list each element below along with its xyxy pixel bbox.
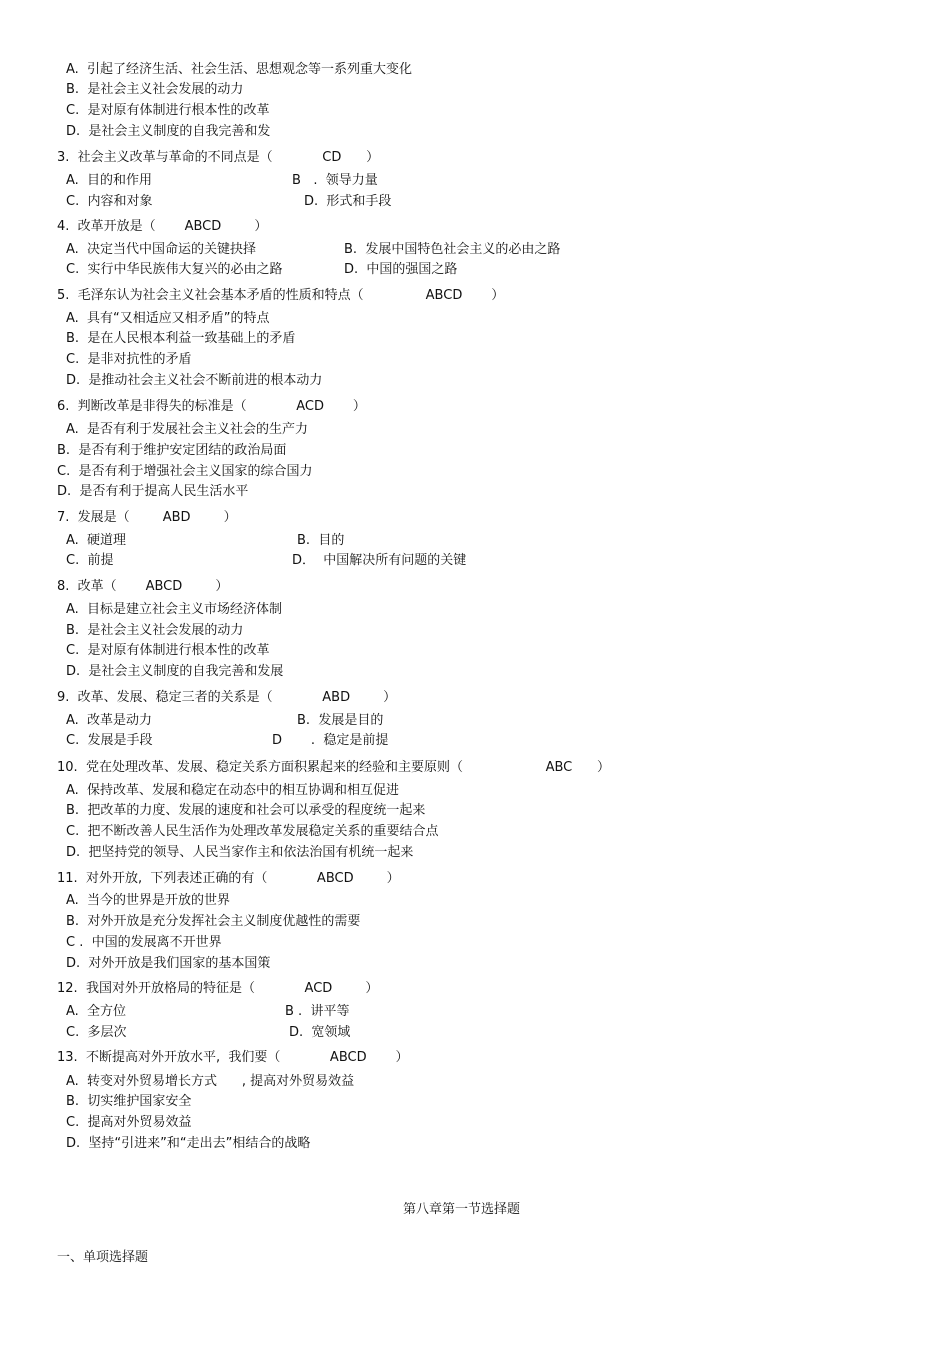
text-line-q5: 5. 毛泽东认为社会主义社会基本矛盾的性质和特点（ ABCD ） [57, 288, 505, 303]
text-line-q8a: A. 目标是建立社会主义市场经济体制 [66, 602, 283, 617]
text-line-q8d: D. 是社会主义制度的自我完善和发展 [66, 664, 284, 679]
text-line-q11a: A. 当今的世界是开放的世界 [66, 893, 231, 908]
text-line-q4b: B. 发展中国特色社会主义的必由之路 [344, 242, 561, 257]
text-line-q6a: A. 是否有利于发展社会主义社会的生产力 [66, 422, 309, 437]
text-line-q13a: A. 转变对外贸易增长方式 , 提高对外贸易效益 [66, 1074, 355, 1089]
text-line-q3b: B . 领导力量 [292, 173, 378, 188]
text-line-q3: 3. 社会主义改革与革命的不同点是（ CD ） [57, 150, 380, 165]
text-line-q11b: B. 对外开放是充分发挥社会主义制度优越性的需要 [66, 914, 361, 929]
text-line-q4a: A. 决定当代中国命运的关键抉择 [66, 242, 257, 257]
text-line-q12d: D. 宽领域 [289, 1025, 351, 1040]
text-line-q6d: D. 是否有利于提高人民生活水平 [57, 484, 249, 499]
text-line-q13: 13. 不断提高对外开放水平, 我们要（ ABCD ） [57, 1050, 409, 1065]
text-line-q10a: A. 保持改革、发展和稳定在动态中的相互协调和相互促进 [66, 783, 400, 798]
text-line-q7: 7. 发展是（ ABD ） [57, 510, 237, 525]
text-line-q10c: C. 把不断改善人民生活作为处理改革发展稳定关系的重要结合点 [66, 824, 439, 839]
text-line-q9: 9. 改革、发展、稳定三者的关系是（ ABD ） [57, 690, 397, 705]
text-line-q4: 4. 改革开放是（ ABCD ） [57, 219, 268, 234]
text-line-q13c: C. 提高对外贸易效益 [66, 1115, 192, 1130]
text-line-q3c: C. 内容和对象 [66, 194, 153, 209]
text-line-q10: 10. 党在处理改革、发展、稳定关系方面积累起来的经验和主要原则（ ABC ） [57, 760, 611, 775]
text-line-l1: A. 引起了经济生活、社会生活、思想观念等一系列重大变化 [66, 62, 413, 77]
text-line-q9a: A. 改革是动力 [66, 713, 153, 728]
text-line-q12c: C. 多层次 [66, 1025, 127, 1040]
text-line-chap: 第八章第一节选择题 [403, 1202, 521, 1217]
text-line-q5d: D. 是推动社会主义社会不断前进的根本动力 [66, 373, 323, 388]
text-line-q9d: D . 稳定是前提 [272, 733, 389, 748]
text-line-q12a: A. 全方位 [66, 1004, 127, 1019]
text-line-q6c: C. 是否有利于增强社会主义国家的综合国力 [57, 464, 313, 479]
text-line-q13b: B. 切实维护国家安全 [66, 1094, 192, 1109]
text-line-q7c: C. 前提 [66, 553, 114, 568]
text-line-q5b: B. 是在人民根本利益一致基础上的矛盾 [66, 331, 296, 346]
text-line-q11: 11. 对外开放, 下列表述正确的有（ ABCD ） [57, 871, 400, 886]
text-line-q12: 12. 我国对外开放格局的特征是（ ACD ） [57, 981, 379, 996]
text-line-q6: 6. 判断改革是非得失的标准是（ ACD ） [57, 399, 366, 414]
text-line-q4d: D. 中国的强国之路 [344, 262, 458, 277]
text-line-q9c: C. 发展是手段 [66, 733, 153, 748]
text-line-q3a: A. 目的和作用 [66, 173, 153, 188]
text-line-q12b: B . 讲平等 [285, 1004, 350, 1019]
text-line-q10d: D. 把坚持党的领导、人民当家作主和依法治国有机统一起来 [66, 845, 414, 860]
text-line-q5a: A. 具有“又相适应又相矛盾”的特点 [66, 311, 270, 326]
text-line-q3d: D. 形式和手段 [304, 194, 392, 209]
text-line-l4: D. 是社会主义制度的自我完善和发 [66, 124, 271, 139]
text-line-q8b: B. 是社会主义社会发展的动力 [66, 623, 244, 638]
text-line-q11c: C . 中国的发展离不开世界 [66, 935, 222, 950]
text-line-q7a: A. 硬道理 [66, 533, 127, 548]
text-line-l3: C. 是对原有体制进行根本性的改革 [66, 103, 270, 118]
text-line-q9b: B. 发展是目的 [297, 713, 384, 728]
text-line-q5c: C. 是非对抗性的矛盾 [66, 352, 192, 367]
text-line-q4c: C. 实行中华民族伟大复兴的必由之路 [66, 262, 283, 277]
text-line-q13d: D. 坚持“引进来”和“走出去”相结合的战略 [66, 1136, 311, 1151]
text-line-q8: 8. 改革（ ABCD ） [57, 579, 229, 594]
text-line-sec1: 一、单项选择题 [57, 1250, 149, 1265]
text-line-q11d: D. 对外开放是我们国家的基本国策 [66, 956, 271, 971]
text-line-q10b: B. 把改革的力度、发展的速度和社会可以承受的程度统一起来 [66, 803, 426, 818]
text-line-q6b: B. 是否有利于维护安定团结的政治局面 [57, 443, 287, 458]
text-line-q7d: D． 中国解决所有问题的关键 [292, 553, 467, 568]
text-line-l2: B. 是社会主义社会发展的动力 [66, 82, 244, 97]
text-line-q7b: B. 目的 [297, 533, 345, 548]
text-line-q8c: C. 是对原有体制进行根本性的改革 [66, 643, 270, 658]
